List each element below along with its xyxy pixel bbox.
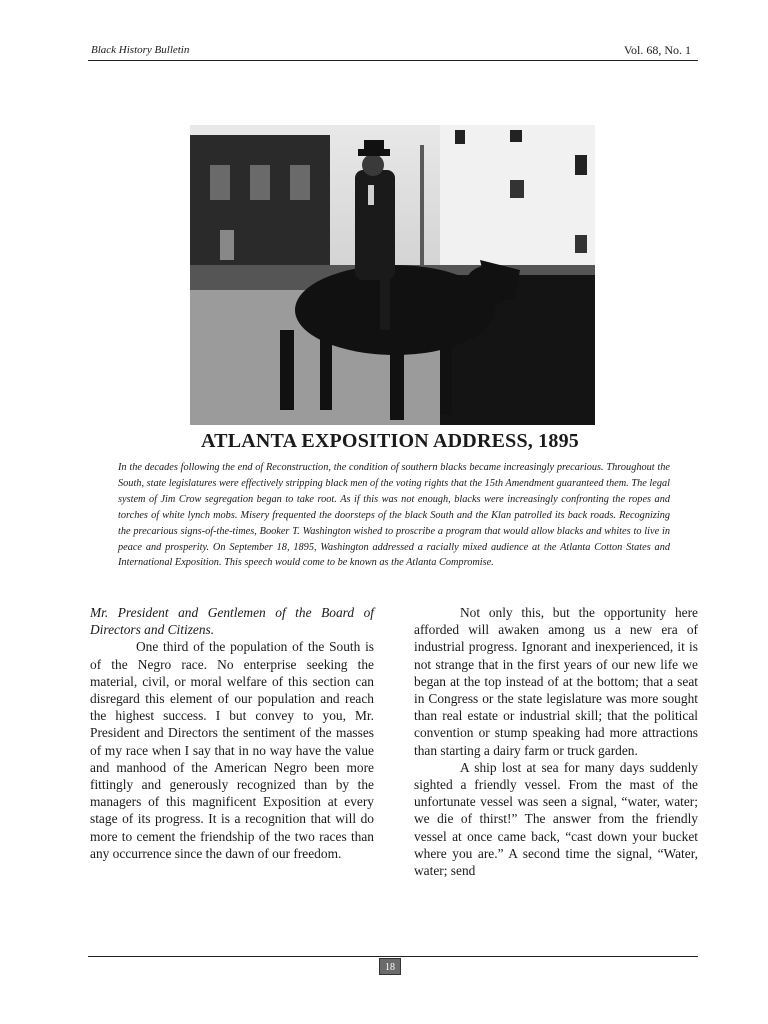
left-column: [90, 604, 374, 862]
journal-title: Black History Bulletin: [91, 44, 190, 56]
article-intro: In the decades following the end of Reconstruction, the condition of southern blacks became increasingly precarious. Throughout the South, state legislatures were effectively stripping black men of the voting rights that the 15th Amendment guaranteed them. The legal system of Jim Crow segregation began to take root. As if this was not enough, blacks were increasingly confronting the ropes and torches of white lynch mobs. Misery frequented the doorsteps of the black South and the Klan patrolled its back roads. Recognizing the precarious signs-of-the-times, Booker T. Washington wished to proscribe a program that would allow blacks and whites to live in peace and prosperity. On September 18, 1895, Washington addressed a racially mixed audience at the Atlanta Cotton States and International Exposition. This speech would come to be known as the Atlanta Compromise.: [118, 462, 670, 569]
body-paragraph: One third of the population of the South is of the Negro race. No enterprise seeking the material, civil, or moral welfare of this section can disregard this element of our population and reach the highest success. I but convey to you, Mr. President and Directors the sentiment of the masses of my race when I say that in no way have the value and manhood of the American Negro been more fittingly and generously recognized than by the managers of this magnificent Exposition at every stage of its progress. It is a recognition that will do more to cement the friendship of the two races than any occurrence since the dawn of our freedom.: [90, 639, 374, 861]
body-paragraph: A ship lost at sea for many days suddenly sighted a friendly vessel. From the mast of the unfortunate vessel was seen a signal, “water, water; we die of thirst!” The answer from the friendly vessel at once came back, “cast down your bucket where you are.” A second time the signal, “Water, water; send: [414, 759, 698, 879]
salutation: Mr. President and Gentlemen of the Board of Directors and Citizens.: [90, 605, 374, 638]
article-photo: [190, 125, 595, 425]
page-number: 18: [379, 958, 401, 975]
footer-rule: [88, 956, 698, 957]
issue-number: Vol. 68, No. 1: [623, 43, 691, 57]
right-column: [414, 604, 698, 879]
body-paragraph: Not only this, but the opportunity here afforded will awaken among us a new era of industrial progress. Ignorant and inexperienced, it is not strange that in the first years of our new life we began at the top instead of at the bottom; that a seat in Congress or the state legislature was more sought than real estate or industrial skill; that the political convention or stump speaking had more attractions than starting a dairy farm or truck garden.: [414, 605, 698, 758]
article-title: ATLANTA EXPOSITION ADDRESS, 1895: [201, 430, 579, 452]
header-rule: [88, 60, 698, 61]
